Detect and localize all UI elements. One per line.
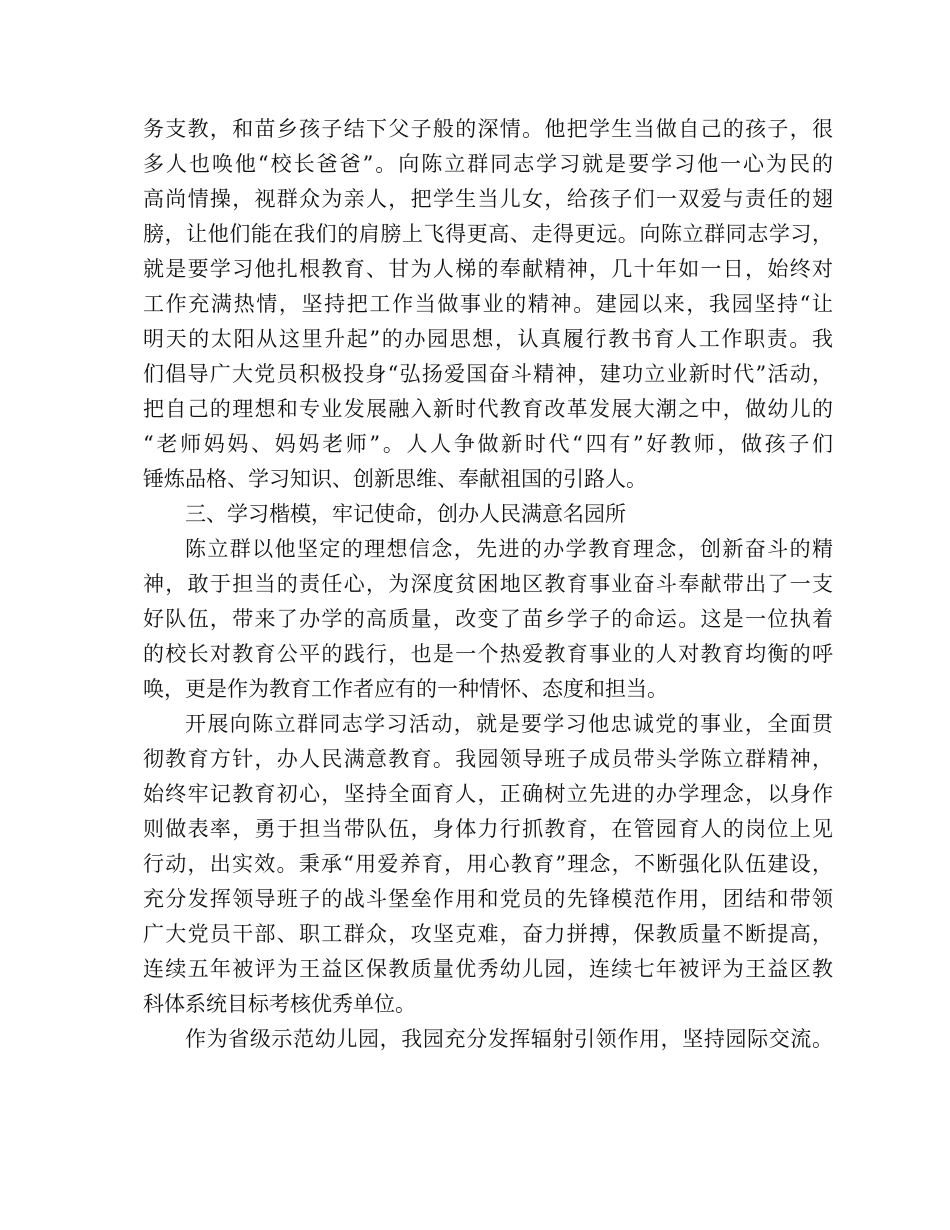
text-line: 多人也唤他“校长爸爸”。向陈立群同志学习就是要学习他一心为民的 [143,152,833,176]
text-line: 行动，出实效。秉承“用爱养育，用心教育”理念，不断强化队伍建设， [143,852,833,876]
text-line: 好队伍，带来了办学的高质量，改变了苗乡学子的命运。这是一位执着 [143,607,833,631]
text-line: 充分发挥领导班子的战斗堡垒作用和党员的先锋模范作用，团结和带领 [143,887,833,911]
text-line: 唤，更是作为教育工作者应有的一种情怀、态度和担当。 [143,677,668,701]
text-line: 工作充满热情，坚持把工作当做事业的精神。建园以来，我园坚持“让 [143,292,833,316]
text-line: 明天的太阳从这里升起”的办园思想，认真履行教书育人工作职责。我 [143,327,833,351]
text-line: 膀，让他们能在我们的肩膀上飞得更高、走得更远。向陈立群同志学习， [143,222,833,246]
text-line: 神，敢于担当的责任心，为深度贫困地区教育事业奋斗奉献带出了一支 [143,572,833,596]
text-line: “老师妈妈、妈妈老师”。人人争做新时代“四有”好教师，做孩子们 [143,432,833,456]
text-line: 务支教，和苗乡孩子结下父子般的深情。他把学生当做自己的孩子，很 [143,117,833,141]
text-line: 连续五年被评为王益区保教质量优秀幼儿园，连续七年被评为王益区教 [143,957,833,981]
text-line: 的校长对教育公平的践行，也是一个热爱教育事业的人对教育均衡的呼 [143,642,833,666]
text-line: 就是要学习他扎根教育、甘为人梯的奉献精神，几十年如一日，始终对 [143,257,833,281]
document-body [143,112,833,1057]
text-line: 锤炼品格、学习知识、创新思维、奉献祖国的引路人。 [143,467,647,491]
text-line: 作为省级示范幼儿园，我园充分发挥辐射引领作用，坚持园际交流。 [185,1027,833,1051]
text-line: 彻教育方针，办人民满意教育。我园领导班子成员带头学陈立群精神， [143,747,833,771]
text-line: 始终牢记教育初心，坚持全面育人，正确树立先进的办学理念，以身作 [143,782,833,806]
text-line: 则做表率，勇于担当带队伍，身体力行抓教育，在管园育人的岗位上见 [143,817,833,841]
text-line: 科体系统目标考核优秀单位。 [143,992,416,1016]
section-heading: 三、学习楷模，牢记使命，创办人民满意名园所 [185,502,626,526]
text-line: 们倡导广大党员积极投身“弘扬爱国奋斗精神，建功立业新时代”活动， [143,362,833,386]
text-line: 高尚情操，视群众为亲人，把学生当儿女，给孩子们一双爱与责任的翅 [143,187,833,211]
text-line: 开展向陈立群同志学习活动，就是要学习他忠诚党的事业，全面贯 [185,712,833,736]
text-line: 陈立群以他坚定的理想信念，先进的办学教育理念，创新奋斗的精 [185,537,833,561]
text-line: 广大党员干部、职工群众，攻坚克难，奋力拼搏，保教质量不断提高， [143,922,833,946]
text-line: 把自己的理想和专业发展融入新时代教育改革发展大潮之中，做幼儿的 [143,397,833,421]
